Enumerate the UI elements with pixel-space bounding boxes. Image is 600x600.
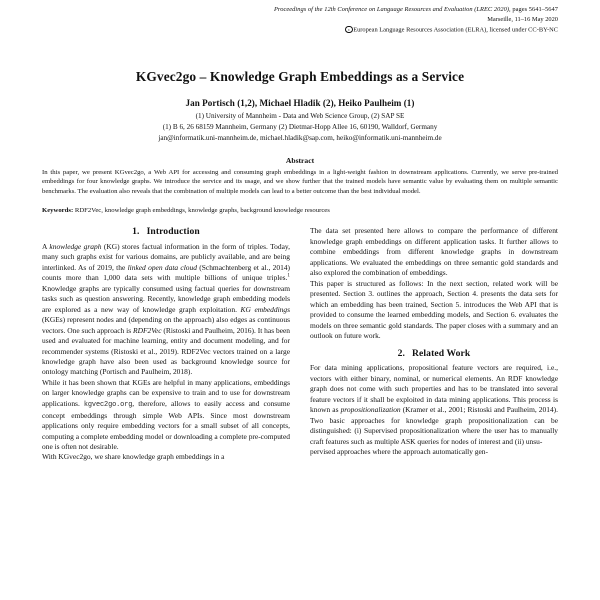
title-block: [0, 69, 600, 143]
text-run: (Schmachtenberg et al., 2014) counts more than 1,000 data sets with multiple billions of unique triples.: [42, 262, 290, 283]
copyright-icon: c: [345, 26, 352, 33]
paragraph-cut-off: With KGvec2go, we share knowledge graph embeddings in a: [42, 452, 225, 462]
section-title: Related Work: [412, 347, 471, 359]
emphasis-run: RDF2Vec: [133, 325, 162, 335]
emphasis-run: knowledge graph: [49, 241, 102, 251]
emphasis-run: linked open data cloud: [127, 262, 197, 272]
affiliation-line: (1) University of Mannheim - Data and Web Science Group, (2) SAP SE: [195, 112, 405, 121]
keywords-label: Keywords:: [42, 206, 74, 214]
text-run: A: [42, 241, 50, 251]
affiliation-block: [42, 111, 558, 143]
venue-line: [42, 6, 558, 15]
left-column: [42, 226, 290, 463]
section-number: 1.: [132, 226, 140, 238]
abstract-heading: Abstract: [285, 156, 315, 166]
author-list: Jan Portisch (1,2), Michael Hladik (2), Heiko Paulheim (1): [185, 97, 415, 108]
emphasis-run: propositionalization: [340, 405, 401, 415]
paragraph: [310, 363, 558, 447]
section-title: Introduction: [146, 226, 200, 238]
paragraph-cut-off: pervised approaches where the approach automatically gen-: [310, 447, 489, 457]
body-columns: [0, 226, 600, 463]
footnote-marker: 1: [287, 272, 290, 279]
text-run: , therefore, allows to easily access and consume concept embeddings through simple Web APIs. Since most downstream applications only require embedding vectors for a small subset of all concepts, computing a complete embedding model or downloading a complete pre-computed one is often not desirable.: [42, 398, 290, 451]
url-text: kgvec2go.org: [83, 400, 133, 409]
keywords-line: [42, 206, 558, 216]
rights-text: European Language Resources Association (ELRA), licensed under CC-BY-NC: [353, 26, 558, 34]
keywords-text: RDF2Vec, knowledge graph embeddings, knowledge graphs, background knowledge resources: [73, 206, 330, 214]
text-run: (Ristoski and Paulheim, 2016). It has been used and evaluated for machine learning, entity and document modeling, and for recommender systems (Ristoski et al., 2019). RDF2Vec vectors trained on a large knowledge graph have also been used as background knowledge source for ontology matching (Portisch and Paulheim, 2018).: [42, 325, 291, 377]
paragraph: This paper is structured as follows: In the next section, related work will be presented. Section 3. outlines the approach, Section 4. presents the data sets for which an embedding has been trained, Section 5. introduces the Web API that is provided to consume the learned embedding models, and Section 6. evaluates the models on three semantic gold standards. The paper closes with a summary and an outlook on future work.: [310, 278, 558, 341]
right-column: [310, 226, 558, 457]
abstract-text: In this paper, we present KGvec2go, a Web API for accessing and consuming graph embeddings in a light-weight fashion in downstream applications. Currently, we serve pre-trained embeddings for four knowledge graphs. We introduce the service and its usage, and we show further that the trained models have semantic value by evaluating them on multiple semantic benchmarks. The evaluation also reveals that the combination of multiple models can lead to a better outcome than the best individual model.: [42, 168, 558, 196]
emphasis-run: KG embeddings: [240, 304, 290, 314]
affiliation-line: (1) B 6, 26 68159 Mannheim, Germany (2) Dietmar-Hopp Allee 16, 60190, Walldorf, Germany: [162, 123, 438, 132]
section-heading-related-work: [310, 348, 558, 359]
text-run: (KG) stores factual information in the form of triples. Today, many such graphs exist for various domains, are publicly available, and are being interlinked. As of 2019, the: [42, 241, 291, 272]
text-run: (Kramer et al., 2001; Ristoski and Paulheim, 2014). Two basic approaches for knowledge graph propositionalization can be distinguished: (i) Supervised propositionalization where the user has to manually craft features such as multiple ASK queries for nodes of interest and (ii) unsu-: [310, 405, 559, 446]
paragraph: [42, 378, 290, 453]
publication-header: [0, 0, 600, 35]
text-run: For data mining applications, propositional feature vectors are required, i.e., vectors with either binary, nominal, or numerical elements. An RDF knowledge graph does not come with such properties and has to be translated into several feature vectors if it shall be exploited in data mining applications. This process is known as: [310, 363, 558, 415]
rights-line: [42, 26, 558, 35]
paragraph: The data set presented here allows to compare the performance of different knowledge graph embeddings on different application tasks. It further allows to combine embeddings from different knowledge graphs in downstream applications. We evaluated the embeddings on three semantic gold standards and also explored the combination of embeddings.: [310, 226, 558, 278]
page-title: KGvec2go – Knowledge Graph Embeddings as a Service: [135, 68, 465, 84]
text-run: Knowledge graphs are typically consumed using factual queries for downstream tasks such as question answering. Recently, knowledge graph embedding models are explored as a new way of knowledge graph exploitation.: [42, 283, 290, 314]
page-range: pages 5641–5647: [512, 6, 558, 13]
abstract-block: [0, 156, 600, 215]
place-date-line: Marseille, 11–16 May 2020: [487, 16, 558, 24]
email-line: jan@informatik.uni-mannheim.de, michael.hladik@sap.com, heiko@informatik.uni-mannheim.de: [158, 134, 442, 143]
paragraph: [42, 242, 290, 378]
text-run: (KGEs) represent nodes and (depending on the approach) also edges as continuous vectors. One such approach is: [42, 315, 290, 335]
section-number: 2.: [397, 347, 406, 359]
text-run: While it has been shown that KGEs are helpful in many applications, embeddings on larger knowledge graphs can be expensive to train and to use for downstream applications.: [42, 377, 290, 408]
venue-text: Proceedings of the 12th Conference on Language Resources and Evaluation (LREC 2020),: [273, 6, 511, 13]
section-heading-introduction: [42, 226, 290, 237]
